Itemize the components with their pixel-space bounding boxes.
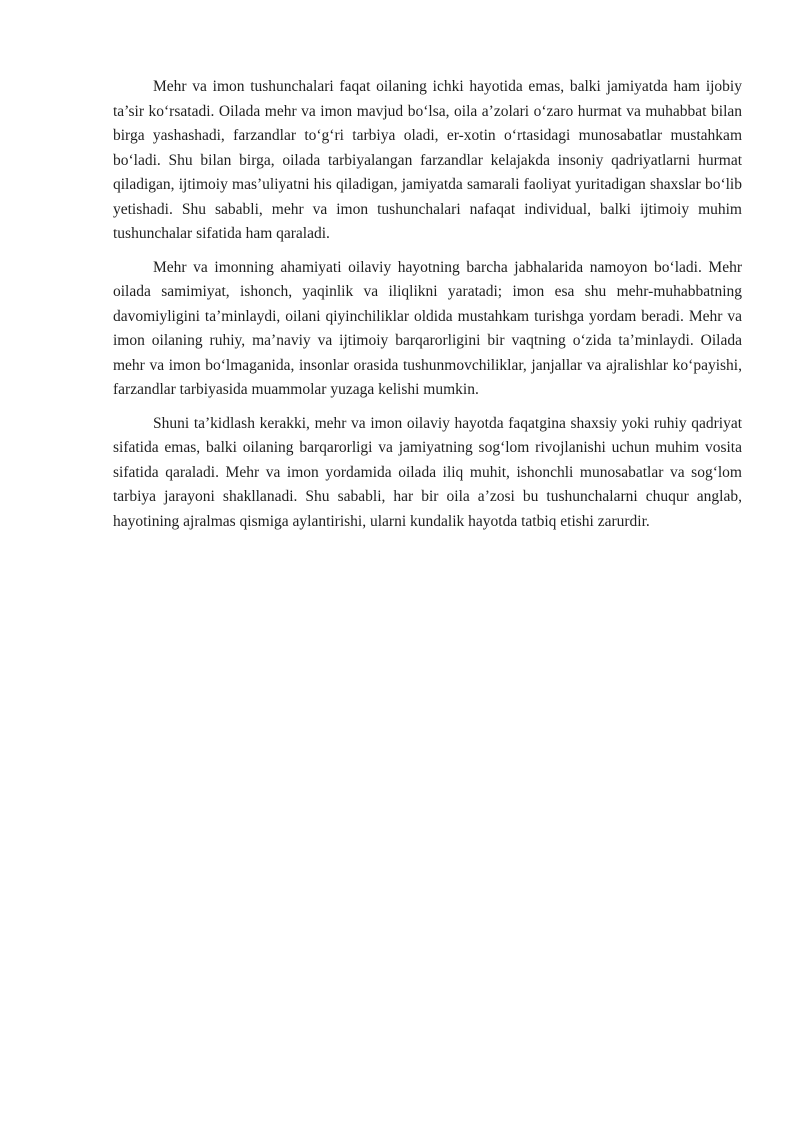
paragraph-3: Shuni ta’kidlash kerakki, mehr va imon oilaviy hayotda faqatgina shaxsiy yoki ruhiy qadriyat sifatida emas, balki oilaning barqarorligi va jamiyatning sog‘lom rivojlanishi uchun muhim vosita sifatida qaraladi. Mehr va imon yordamida oilada iliq muhit, ishonchli munosabatlar va sog‘lom tarbiya jarayoni shakllanadi. Shu sababli, har bir oila a’zosi bu tushunchalarni chuqur anglab, hayotining ajralmas qismiga aylantirishi, ularni kundalik hayotda tatbiq etishi zarurdir. (113, 414, 742, 530)
document-body (113, 75, 742, 543)
paragraph-1: Mehr va imon tushunchalari faqat oilaning ichki hayotida emas, balki jamiyatda ham ijobiy ta’sir ko‘rsatadi. Oilada mehr va imon mavjud bo‘lsa, oila a’zolari o‘zaro hurmat va muhabbat bilan birga yashashadi, farzandlar to‘g‘ri tarbiya oladi, er-xotin o‘rtasidagi munosabatlar mustahkam bo‘ladi. Shu bilan birga, oilada tarbiyalangan farzandlar kelajakda insoniy qadriyatlarni hurmat qiladigan, ijtimoiy mas’uliyatni his qiladigan, jamiyatda samarali faoliyat yuritadigan shaxslar bo‘lib yetishadi. Shu sababli, mehr va imon tushunchalari nafaqat individual, balki ijtimoiy muhim tushunchalar sifatida ham qaraladi. (113, 78, 742, 242)
paragraph-2: Mehr va imonning ahamiyati oilaviy hayotning barcha jabhalarida namoyon bo‘ladi. Mehr oilada samimiyat, ishonch, yaqinlik va iliqlikni yaratadi; imon esa shu mehr-muhabbatning davomiyligini ta’minlaydi, oilani qiyinchiliklar oldida mustahkam turishga yordam beradi. Mehr va imon oilaning ruhiy, ma’naviy va ijtimoiy barqarorligini bir vaqtning o‘zida ta’minlaydi. Oilada mehr va imon bo‘lmaganida, insonlar orasida tushunmovchiliklar, janjallar va ajralishlar ko‘payishi, farzandlar tarbiyasida muammolar yuzaga kelishi mumkin. (113, 258, 742, 398)
